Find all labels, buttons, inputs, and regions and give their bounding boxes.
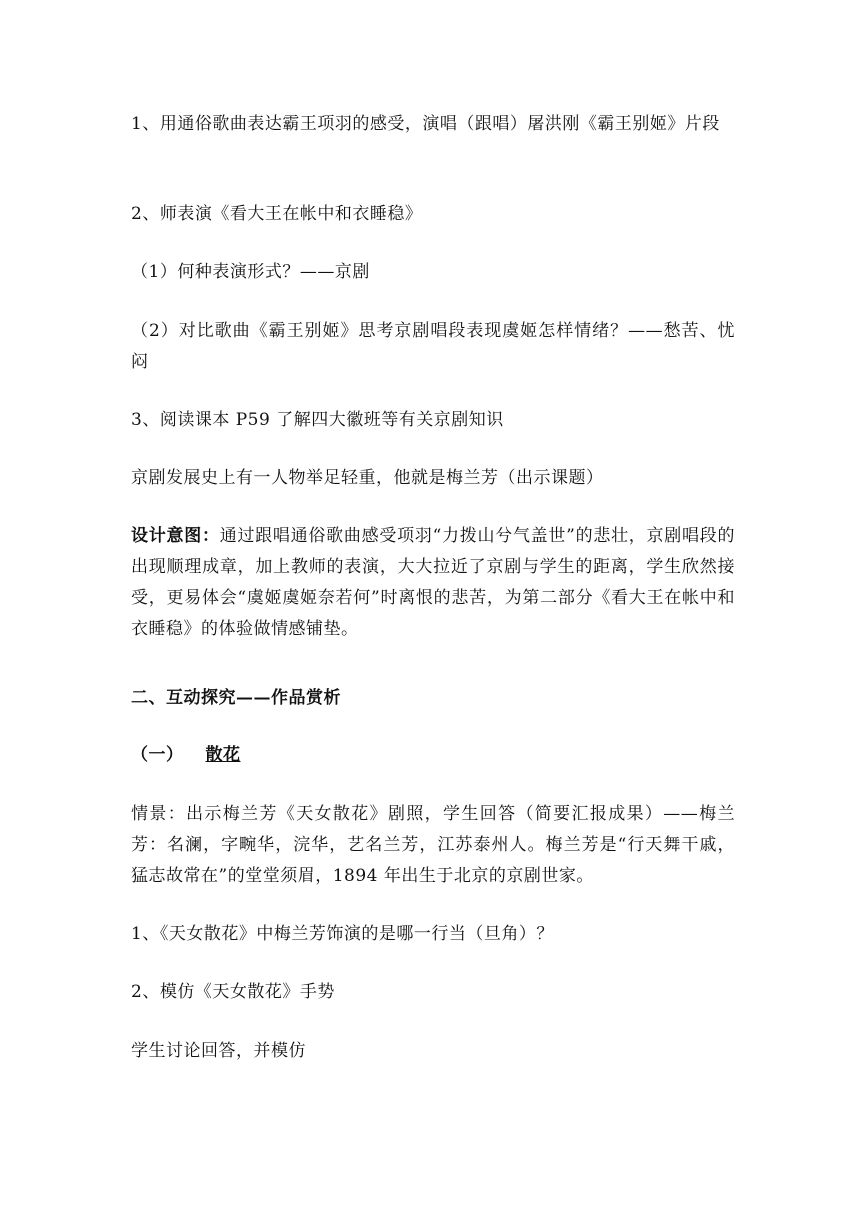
subsection-title: 散花 — [205, 745, 241, 765]
section-heading-2: 二、互动探究——作品赏析 — [131, 688, 341, 708]
paragraph-9: 2、模仿《天女散花》手势 — [131, 982, 335, 1002]
subsection-heading-1 — [131, 740, 735, 771]
design-intent-label: 设计意图： — [131, 526, 220, 546]
paragraph-7: 情景：出示梅兰芳《天女散花》剧照，学生回答（简要汇报成果）——梅兰芳：名澜，字畹华，浣华，艺名兰芳，江苏泰州人。梅兰芳是“行天舞干戚，猛志故常在”的堂堂须眉，1894 年出生于北京的京剧世家。 — [131, 804, 735, 886]
design-intent-paragraph — [131, 521, 735, 645]
paragraph-8: 1、《天女散花》中梅兰芳饰演的是哪一行当（旦角）？ — [131, 924, 554, 944]
paragraph-2: 2、师表演《看大王在帐中和衣睡稳》 — [131, 204, 423, 224]
paragraph-5: 3、阅读课本 P59 了解四大徽班等有关京剧知识 — [131, 410, 504, 430]
paragraph-1: 1、用通俗歌曲表达霸王项羽的感受，演唱（跟唱）屠洪刚《霸王别姬》片段 — [131, 114, 720, 134]
subsection-number: （一） — [131, 745, 184, 765]
paragraph-10: 学生讨论回答，并模仿 — [131, 1041, 306, 1061]
paragraph-4: （2）对比歌曲《霸王别姬》思考京剧唱段表现虞姬怎样情绪？——愁苦、忧闷 — [131, 321, 735, 372]
design-intent-text: 通过跟唱通俗歌曲感受项羽“力拨山兮气盖世”的悲壮，京剧唱段的出现顺理成章，加上教师的表演，大大拉近了京剧与学生的距离，学生欣然接受，更易体会“虞姬虞姬奈若何”时离恨的悲苦，为第二部分《看大王在帐中和衣睡稳》的体验做情感铺垫。 — [131, 526, 736, 639]
paragraph-6: 京剧发展史上有一人物举足轻重，他就是梅兰芳（出示课题） — [131, 468, 604, 488]
paragraph-3: （1）何种表演形式？——京剧 — [131, 262, 370, 282]
